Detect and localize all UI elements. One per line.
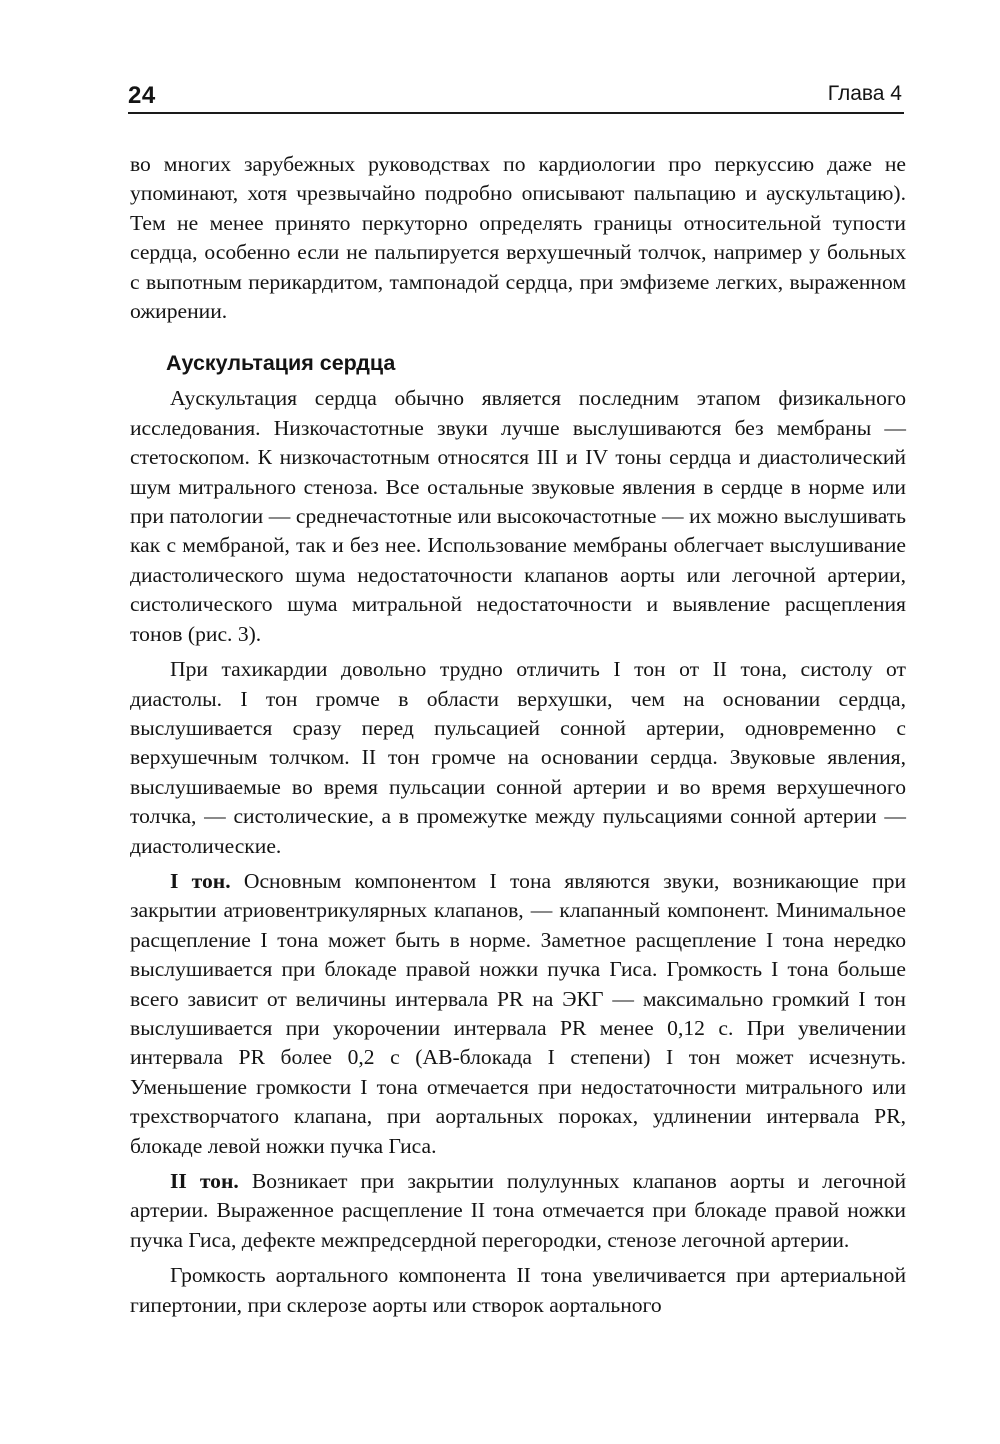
run-in-heading: II тон. [170,1169,239,1193]
text-body [130,150,906,1320]
chapter-label: Глава 4 [827,82,902,105]
paragraph-text: Возникает при закрытии полулунных клапанов аорты и легочной артерии. Выраженное расщепление II тона отмечается при блокаде правой ножки пучка Гиса, дефекте межпредсердной перегородки, стенозе легочной артерии. [130,1169,906,1252]
running-head [128,78,904,114]
run-in-heading: I тон. [170,868,231,893]
paragraph: Громкость аортального компонента II тона увеличивается при артериальной гипертонии, при склерозе аорты или створок аортального [130,1263,906,1317]
paragraph: При тахикардии довольно трудно отличить I тон от II тона, систолу от диастолы. I тон громче в области верхушки, чем на основании сердца, выслушивается сразу перед пульсацией сонной артерии, одновременно с верхушечным толчком. II тон громче на основании сердца. Звуковые явления, выслушиваемые во время пульсации сонной артерии и во время верхушечного толчка, — систолические, а в промежутке между пульсациями сонной артерии — диастолические. [130,657,906,858]
paragraph: Аускультация сердца обычно является последним этапом физикального исследования. Низкочастотные звуки лучше выслушиваются без мембраны — стетоскопом. К низкочастотным относятся III и IV тоны сердца и диастолический шум митрального стеноза. Все остальные звуковые явления в сердце в норме или при патологии — среднечастотные или высокочастотные — их можно выслушивать как с мембраной, так и без нее. Использование мембраны облегчает выслушивание диастолического шума недостаточности клапанов аорты или легочной артерии, систолического шума митральной недостаточности и выявление расщепления тонов (рис. 3). [130,386,906,646]
page-number: 24 [128,82,156,109]
paragraph-text: Основным компонентом I тона являются звуки, возникающие при закрытии атриовентрикулярных клапанов, — клапанный компонент. Минимальное расщепление I тона может быть в норме. Заметное расщепление I тона нередко выслушивается при блокаде правой ножки пучка Гиса. Громкость I тона больше всего зависит от величины интервала PR на ЭКГ — максимально громкий I тон выслушивается при укорочении интервала PR менее 0,12 с. При увеличении интервала PR более 0,2 с (AB-блокада I степени) I тон может исчезнуть. Уменьшение громкости I тона отмечается при недостаточности митрального или трехстворчатого клапана, при аортальных пороках, удлинении интервала PR, блокаде левой ножки пучка Гиса. [130,868,906,1158]
paragraph-second-tone [130,1167,906,1255]
section-heading: Аускультация сердца [166,351,396,376]
paragraph-first-tone [130,867,906,1161]
paragraph-continuation: во многих зарубежных руководствах по кардиологии про перкуссию даже не упоминают, хотя чрезвычайно подробно описывают пальпацию и аускультацию). Тем не менее принято перкуторно определять границы относительной тупости сердца, особенно если не пальпируется верхушечный толчок, например у больных с выпотным перикардитом, тампонадой сердца, при эмфиземе легких, выраженном ожирении. [130,152,906,324]
